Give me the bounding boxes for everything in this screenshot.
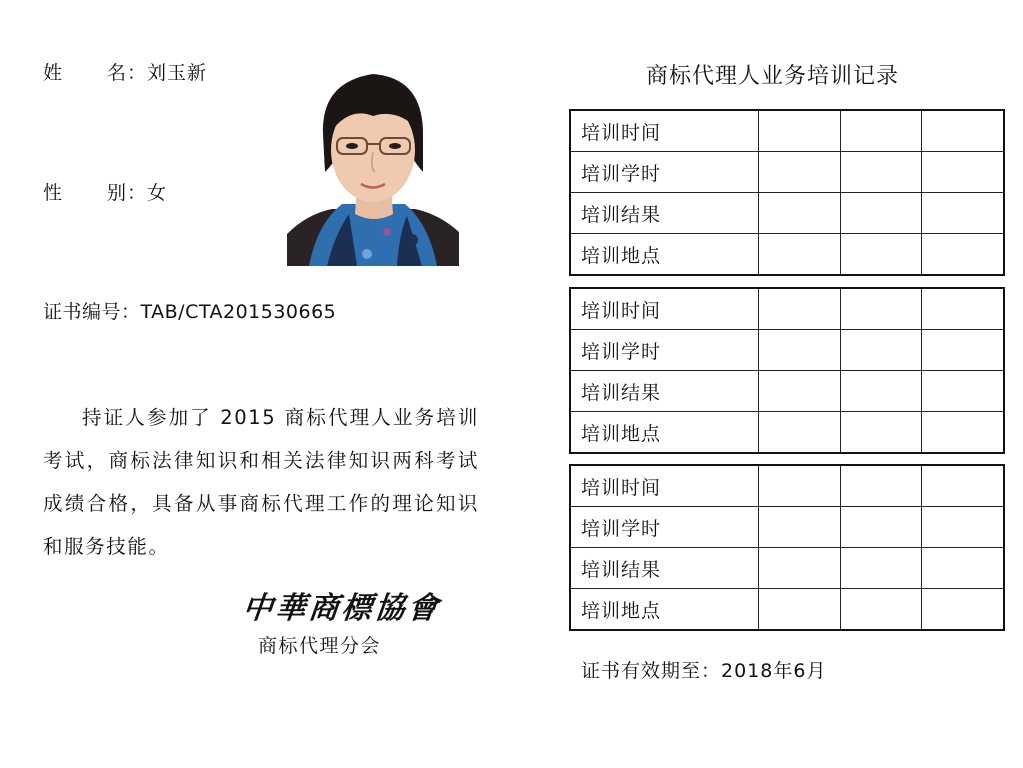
- record-cell: [922, 330, 1004, 371]
- record-cell: [840, 193, 922, 234]
- record-cell: [759, 330, 841, 371]
- table-row: [570, 288, 1004, 330]
- record-cell: [840, 234, 922, 276]
- validity-value: 2018年6月: [721, 660, 827, 682]
- association-calligraphy-seal: 中華商標協會: [240, 591, 443, 626]
- record-cell: [922, 234, 1004, 276]
- record-cell: [759, 371, 841, 412]
- table-row: [570, 234, 1004, 276]
- record-cell: [922, 288, 1004, 330]
- certificate-number-label: 证书编号：: [43, 301, 141, 323]
- table-row: [570, 152, 1004, 193]
- row-label-time: 培训时间: [570, 465, 759, 507]
- table-row: [570, 371, 1004, 412]
- record-cell: [759, 589, 841, 631]
- training-record-table-3: [569, 464, 1005, 631]
- gender-value: 女: [147, 182, 168, 204]
- record-cell: [922, 465, 1004, 507]
- record-cell: [840, 330, 922, 371]
- record-cell: [759, 288, 841, 330]
- record-cell: [922, 193, 1004, 234]
- record-cell: [840, 288, 922, 330]
- record-cell: [759, 465, 841, 507]
- row-label-result: 培训结果: [570, 371, 759, 412]
- gender-label-char-2: 别：: [107, 182, 148, 204]
- row-label-time: 培训时间: [570, 110, 759, 152]
- portrait-illustration: [287, 64, 459, 266]
- row-label-location: 培训地点: [570, 234, 759, 276]
- record-cell: [840, 152, 922, 193]
- gender-label-char-1: 性: [43, 182, 64, 204]
- training-record-title: 商标代理人业务培训记录: [646, 64, 900, 89]
- name-field: [43, 58, 207, 85]
- row-label-hours: 培训学时: [570, 330, 759, 371]
- table-row: [570, 193, 1004, 234]
- row-label-hours: 培训学时: [570, 507, 759, 548]
- row-label-time: 培训时间: [570, 288, 759, 330]
- record-cell: [759, 110, 841, 152]
- record-cell: [922, 589, 1004, 631]
- table-row: [570, 110, 1004, 152]
- table-row: [570, 548, 1004, 589]
- row-label-location: 培训地点: [570, 589, 759, 631]
- training-record-table-1: [569, 109, 1005, 276]
- name-value: 刘玉新: [147, 62, 208, 84]
- record-cell: [922, 152, 1004, 193]
- name-label-char-2: 名：: [107, 62, 148, 84]
- record-cell: [922, 371, 1004, 412]
- record-cell: [759, 412, 841, 454]
- record-cell: [840, 548, 922, 589]
- record-cell: [759, 193, 841, 234]
- record-cell: [840, 589, 922, 631]
- record-cell: [922, 412, 1004, 454]
- certificate-statement: 持证人参加了 2015 商标代理人业务培训考试，商标法律知识和相关法律知识两科考试成绩合格，具备从事商标代理工作的理论知识和服务技能。: [43, 406, 479, 558]
- table-row: [570, 507, 1004, 548]
- certificate-number-field: [43, 297, 336, 324]
- validity-field: [581, 656, 826, 683]
- table-row: [570, 330, 1004, 371]
- record-cell: [840, 371, 922, 412]
- record-cell: [759, 234, 841, 276]
- portrait-photo: [287, 64, 459, 266]
- record-cell: [759, 507, 841, 548]
- row-label-location: 培训地点: [570, 412, 759, 454]
- record-cell: [922, 548, 1004, 589]
- table-row: [570, 465, 1004, 507]
- record-cell: [840, 507, 922, 548]
- row-label-result: 培训结果: [570, 193, 759, 234]
- record-cell: [759, 152, 841, 193]
- training-record-table-2: [569, 287, 1005, 454]
- record-cell: [840, 110, 922, 152]
- table-row: [570, 589, 1004, 631]
- record-cell: [840, 465, 922, 507]
- validity-label: 证书有效期至：: [581, 660, 722, 682]
- issuer-subunit: 商标代理分会: [258, 635, 382, 657]
- record-cell: [922, 110, 1004, 152]
- record-cell: [759, 548, 841, 589]
- certificate-number-value: TAB/CTA201530665: [140, 301, 337, 323]
- name-label-char-1: 姓: [43, 62, 64, 84]
- record-cell: [840, 412, 922, 454]
- table-row: [570, 412, 1004, 454]
- record-cell: [922, 507, 1004, 548]
- gender-field: [43, 178, 167, 205]
- row-label-hours: 培训学时: [570, 152, 759, 193]
- row-label-result: 培训结果: [570, 548, 759, 589]
